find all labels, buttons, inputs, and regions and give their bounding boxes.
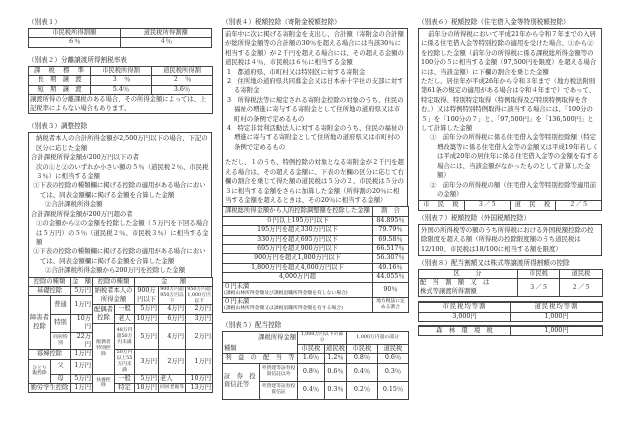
table8-label: （別表８）配当割額又は株式等譲渡所得割額の控除	[418, 258, 570, 267]
label: 一般	[115, 374, 135, 383]
rate: 44.055％	[373, 273, 409, 282]
header: 金 額	[72, 277, 91, 285]
header: 金 額	[135, 277, 213, 286]
item	[225, 96, 405, 124]
row-label: 長 期 譲 渡	[29, 76, 91, 85]
cell: 3.6％	[152, 85, 213, 94]
header: 1,000万円以下の部分	[298, 332, 347, 345]
cell: 0.3％	[325, 381, 347, 399]
table3-deductions	[28, 277, 213, 394]
value: 5万円	[135, 305, 159, 314]
text: 前年中に次に掲げる寄附金を支出し、合計額（寄附金の合計額が総所得金額等の合計額の30％を超える場合には当該30％に相当する金額）が２千円を超える場合には、その超える金額の道民税は４％、市民税は６％に相当する金額	[225, 30, 404, 67]
value: 900万円以下	[135, 286, 159, 304]
cell: 0.4％	[347, 363, 378, 381]
label: 特別	[51, 314, 71, 332]
text: 所得税法等に規定される寄附金控除の対象のうち、住民の福祉の増進に寄与する寄附金として住所地の道府県又は市町村の条例で定めるもの	[234, 95, 404, 123]
row-label	[419, 279, 518, 297]
label: 市 民 税	[419, 201, 465, 210]
header: 道民税均等割	[511, 302, 603, 312]
range	[223, 282, 373, 297]
value: 4万円	[159, 324, 186, 350]
cell: 0.15％	[378, 381, 409, 399]
city-per-capita: 3,000円	[419, 312, 511, 321]
label: 同居特別	[51, 332, 71, 350]
value: 6万円	[159, 314, 186, 323]
cell: 0.2％	[347, 381, 378, 399]
table6-label: （別表６）税額控除（住宅借入金等特別税額控除）	[418, 18, 570, 26]
row-label: 短 期 譲 渡	[29, 85, 91, 94]
cell: 1.2％	[325, 354, 347, 363]
column-left	[28, 18, 212, 393]
range: 195万円を超え330万円以下	[223, 226, 373, 235]
text: (課税山林所得金額又は課税退職所得金額を有する場合)	[224, 306, 343, 312]
text: ① 前年分の所得税に係る住宅借入金等特別控除額（特定増改築等に係る住宅借入金等の金額又は平成19年若しくは平成20年の居住年に係る住宅借入金等の金額を有する場合には、当該金額がなかったものとして計算した金額）	[430, 133, 599, 180]
header: 市民税	[518, 269, 560, 278]
table7-label: （別表７）税額控除（外国税額控除）	[418, 213, 531, 222]
row-label: 利 益 の 配 当 等	[223, 354, 298, 363]
text: ０円未満	[224, 282, 250, 290]
text: 前年分の所得税において平成21年から令和７年までの入居に係る住宅借入金等特別控除の適用を受けた場合、①から②を控除した金額（前年分の所得税に係る課税総所得金額等の100分の５に相当する金額（97,500円を限度）を超える場合には、当該金額）に下欄の割合を乗じた金額	[421, 30, 597, 76]
text: ①の金額から②の金額を控除した金額（５万円を下回る場合は５万円）の５％（道民税２％、市民税３％）に相当する金額	[36, 219, 209, 246]
header: 控除の種類	[93, 277, 135, 286]
value: 10万円	[136, 314, 158, 322]
range: 900万円を超え1,800万円以下	[223, 254, 373, 263]
column-middle	[222, 18, 408, 400]
range: 4,000万円超	[223, 273, 373, 282]
label: 一般	[115, 305, 135, 314]
pref-per-capita: 1,000円	[511, 312, 603, 321]
header-city: 市民税所得割	[91, 66, 152, 75]
item	[225, 77, 405, 96]
cell: 1.6％	[298, 354, 325, 363]
label: 配偶者特別控除	[93, 324, 115, 374]
value: ２／５	[556, 201, 602, 210]
table3-label: （別表３）調整控除	[28, 122, 88, 131]
value: 10万円	[71, 314, 93, 332]
text: ただし、居住年が平成26年から令和３年まで（地方税法附則第61条の規定の適用がある場合は令和４年まで）であって、特定取得、特別特定取得（特例取得及び特別特例取得を含む。）又は特例特別特例取得に該当する場合には、「100分の５」を「100分の７」と、「97,500円」を「136,500円」として計算した金額	[421, 77, 596, 133]
value: 5万円	[71, 286, 93, 295]
range: 1,800万円を超え4,000万円以下	[223, 263, 373, 272]
label: 道 民 税	[510, 201, 556, 210]
table3-text	[28, 132, 212, 276]
rate: 49.16％	[373, 263, 409, 272]
row-label: 外貨建等証券投資信託以外	[260, 363, 298, 381]
header: 道民税	[560, 269, 603, 278]
text: 合計課税所得金額が200万円超の者	[31, 209, 133, 218]
range: 330万円を超え695万円以下	[223, 235, 373, 244]
cell: 0.6％	[378, 354, 409, 363]
header: 区 分	[419, 269, 518, 278]
label: 納税者本人の所得金額	[93, 286, 135, 304]
header-pref: 道民税所得割額	[120, 29, 212, 38]
cell: 0.8％	[298, 363, 325, 381]
rate: 84.895％	[373, 216, 409, 225]
forest-tax-value: 1,000円	[511, 326, 603, 336]
cell: ３／５	[518, 279, 560, 297]
value: 1万円	[71, 296, 93, 314]
text: 外国の所得税等の額のうち所得税における外国税額控除の控除限度を超える額（所得税の控除限度額のうち道民税は12/100、市民税は18/100に相当する額を限度）	[421, 225, 594, 253]
value: 2万円	[186, 305, 213, 314]
table2-note: 譲渡所得の分離課税のある場合、その所得金額によっては、上記税率によらない場合もあります。	[29, 95, 213, 114]
value: 22万円	[71, 332, 93, 350]
text: 納税者本人の合計所得金額が2,500万円以下の場合、下記の区分に応じた金額	[36, 134, 208, 152]
header-standard: 課 税 標 準	[29, 66, 91, 75]
forest-tax-label: 森 林 環 境 税	[419, 326, 511, 336]
text: ただし、１のうち、特例控除の対象となる寄附金が２千円を超える場合は、その超える金額に、下表の左欄の区分に応じて右欄の割合を乗じて得た額の道民税は５分の２、市民税は５分の３に相当する金額をさらに加算した金額（所得割の20％に相当する金額を超えるときは、その20％に相当する金額）	[225, 158, 404, 204]
table8	[418, 269, 603, 297]
header: 1,000万円超の部分	[347, 332, 409, 345]
label: 基礎控除	[29, 286, 71, 295]
item	[225, 124, 405, 152]
header: 課税総所得金額から人的控除調整額を控除した金額	[223, 207, 373, 216]
forest-tax-table	[418, 325, 603, 336]
group-label: 証 券 投資信託等	[223, 363, 260, 399]
label: 勤労学生控除	[29, 383, 71, 392]
label: 障害者控除	[29, 296, 51, 350]
text: 都道府県、市町村又は特別区に対する寄附金	[237, 67, 366, 76]
header-pref: 道民税所得割	[152, 66, 213, 75]
rate: 66.517％	[373, 244, 409, 253]
header: 種類	[223, 344, 298, 353]
value: 3万円	[186, 314, 213, 323]
label: 50万円以上55万円未満	[115, 350, 135, 374]
header: 市民税均等割	[419, 302, 511, 312]
header: 市民税	[298, 344, 325, 353]
header: 市民税	[347, 344, 378, 353]
city-rate: ６％	[29, 38, 121, 47]
cell: ３ ％	[91, 76, 152, 85]
value: 1万円	[71, 359, 93, 374]
value: 1万円	[71, 383, 93, 392]
value: 3万円	[135, 350, 159, 374]
table1-label: （別表１）	[28, 18, 61, 26]
num: 1	[227, 67, 232, 76]
table5	[222, 331, 409, 399]
value: 4万円	[159, 305, 186, 314]
header: 道民税	[326, 344, 345, 352]
text: 合計課税所得金額が200万円以下の者	[31, 153, 140, 162]
value: 950万円超1,000万円以下	[187, 286, 211, 304]
table2	[28, 66, 213, 115]
rate: 地方税法に定める割合	[373, 297, 409, 312]
value: 2万円	[159, 350, 186, 374]
value: 18万円	[136, 383, 158, 391]
value: 1万円	[71, 350, 93, 359]
text: 特定非営利活動法人に対する寄附金のうち、住民の福祉の増進に寄与する寄附金として住所地の道府県又は市町村の条例で定めるもの	[234, 124, 404, 151]
value: 5万円	[135, 374, 159, 383]
rate: 79.79％	[373, 226, 409, 235]
text: 住所地の道府県共同募金会又は日本赤十字社の支部に対する寄附金	[234, 77, 404, 95]
rate: 69.58％	[373, 235, 409, 244]
cell: 5.4％	[91, 85, 152, 94]
cell: 0.6％	[325, 363, 347, 381]
range: ０円以上195万円以下	[223, 216, 373, 225]
cell: 0.4％	[298, 381, 325, 399]
label: 特定	[115, 383, 135, 392]
label: 普通	[51, 296, 71, 314]
cell: 0.3％	[378, 363, 409, 381]
label: 老人	[115, 314, 135, 323]
header: 道民税	[378, 344, 409, 353]
table6-ratio	[418, 200, 602, 210]
header-city: 市民税所得割額	[29, 29, 121, 38]
text: ①下表の控除の種類欄に掲げる控除の適用がある場合においては、同表金額欄に掲げる金額を合算した金額	[33, 181, 206, 199]
text: (課税山林所得金額及び課税退職所得金額を有しない場合)	[224, 290, 348, 296]
num: 3	[227, 95, 232, 104]
text: ②合計課税所得金額	[45, 200, 103, 209]
value: 900万円超950万円以下	[160, 286, 184, 304]
value: 10万円	[186, 374, 213, 383]
value: 2万円	[186, 324, 213, 350]
rate: 56.307％	[373, 254, 409, 263]
table2-label: （別表２）分離譲渡所得割税率表	[28, 55, 127, 64]
text: ０円未満	[224, 297, 250, 305]
label: 老人	[159, 374, 186, 383]
header: 課税所得金額	[223, 332, 298, 345]
label: 父	[51, 359, 71, 374]
item	[225, 68, 405, 77]
num: 2	[227, 77, 232, 86]
table1	[28, 28, 212, 48]
label: 扶養控除	[93, 374, 115, 393]
range: 695万円を超え900万円以下	[223, 244, 373, 253]
text: ② 前年分の所得税の額（住宅借入金等特別控除等適用前の金額）	[430, 180, 597, 198]
range	[223, 297, 373, 312]
table4-label: （別表４）税額控除（寄附金税額控除）	[222, 18, 341, 26]
label: 配偶者控除	[93, 305, 115, 324]
label: ひとり親控除	[29, 359, 51, 383]
table4-text	[222, 28, 408, 206]
table6-text	[418, 28, 602, 200]
text: 株式等譲渡所得割額	[420, 287, 477, 295]
text: ①下表の控除の種類欄に掲げる控除の適用がある場合においては、同表金額欄に掲げる金額を合算した金額	[33, 247, 206, 265]
value: ３／５	[464, 201, 510, 210]
text: 配 当 割 額 又 は	[420, 279, 490, 287]
header: 割 合	[373, 207, 409, 216]
row-label: 外貨建等証券投資信託	[260, 381, 298, 399]
label: 48万円超50万円未満	[115, 324, 135, 350]
text: 次の①と②のいずれか小さい額の５％（道民税２％、市民税３％）に相当する金額	[36, 162, 209, 181]
text: ②合計課税所得金額から200万円を控除した金額	[45, 266, 186, 275]
table5-label: （別表５）配当控除	[222, 321, 282, 330]
header: 控除の種類	[29, 277, 71, 286]
pref-rate: ４％	[120, 38, 212, 47]
label: 寡婦控除	[29, 350, 71, 359]
value: 5万円	[135, 324, 159, 350]
column-right	[418, 18, 602, 336]
value: 5万円	[71, 374, 93, 383]
table7-text	[418, 224, 602, 256]
cell: ２／５	[560, 279, 603, 297]
cell: 0.8％	[347, 354, 378, 363]
rate: 90％	[373, 282, 409, 297]
value: 1万円	[186, 350, 213, 374]
table4-rates	[222, 206, 409, 313]
label: 同居老親等	[159, 383, 186, 392]
value: 13万円	[186, 383, 213, 392]
per-capita-table	[418, 301, 603, 322]
num: 4	[227, 124, 232, 133]
cell: ２ ％	[152, 76, 213, 85]
label: 母	[51, 374, 71, 383]
